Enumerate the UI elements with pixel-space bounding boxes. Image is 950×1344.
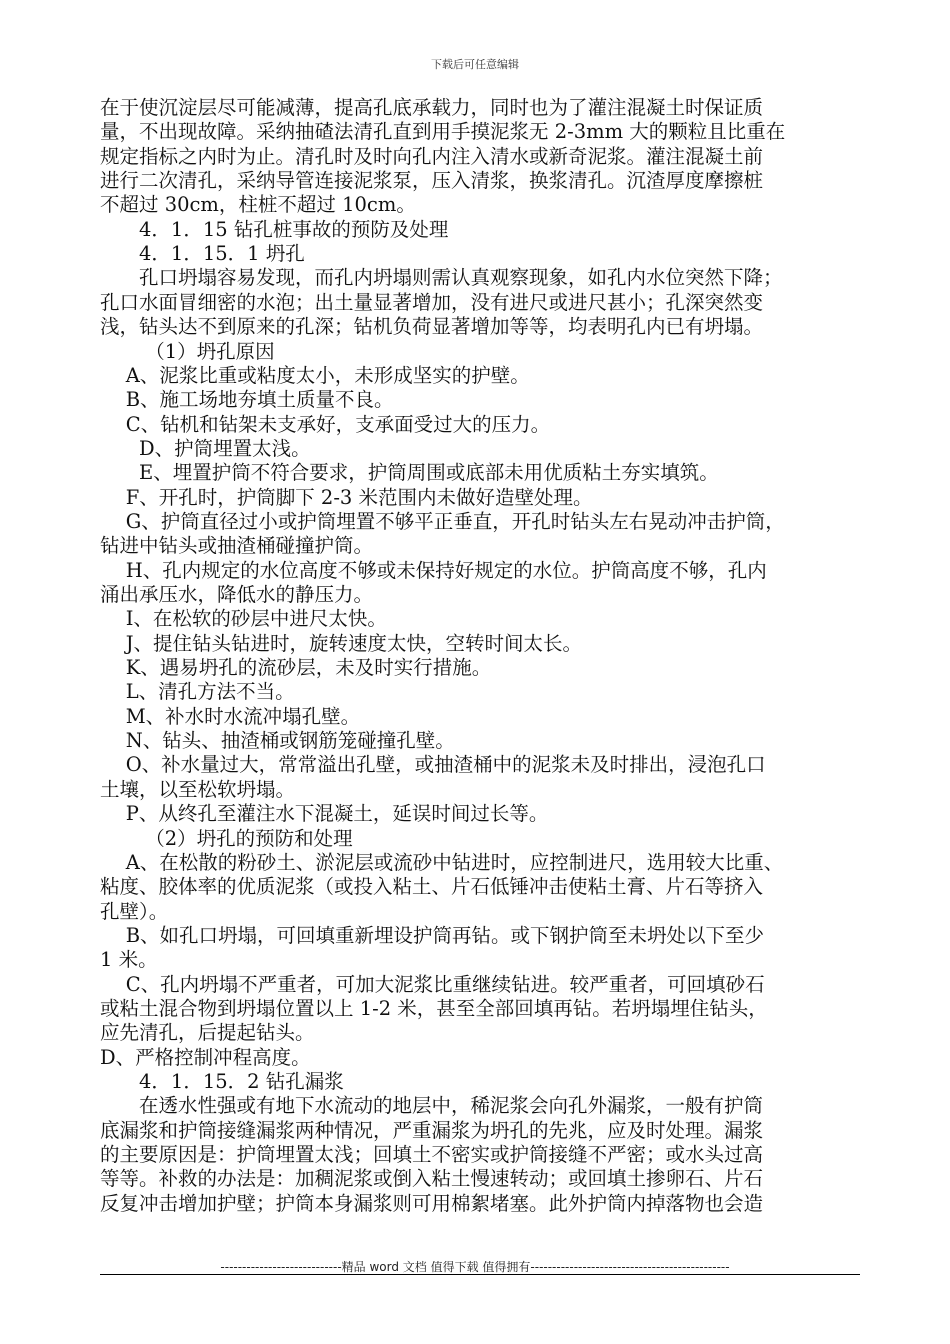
text-line: 4．1．15．1 坍孔 — [100, 242, 305, 266]
text-line: O、补水量过大，常常溢出孔壁，或抽渣桶中的泥浆未及时排出，浸泡孔口 — [100, 753, 766, 777]
text-line: 钻进中钻头或抽渣桶碰撞护筒。 — [100, 534, 374, 558]
text-line: 孔壁）。 — [100, 899, 169, 923]
text-line: 4．1．15 钻孔桩事故的预防及处理 — [100, 217, 449, 241]
text-line: 浅，钻头达不到原来的孔深；钻机负荷显著增加等等，均表明孔内已有坍塌。 — [100, 315, 764, 339]
text-line: 或粘土混合物到坍塌位置以上 1-2 米，甚至全部回填再钻。若坍塌埋住钻头， — [100, 996, 768, 1020]
text-line: 孔口坍塌容易发现，而孔内坍塌则需认真观察现象，如孔内水位突然下降； — [100, 266, 783, 290]
text-line: A、泥浆比重或粘度太小，未形成坚实的护壁。 — [100, 363, 530, 387]
text-line: 土壤，以至松软坍塌。 — [100, 777, 296, 801]
text-line: 涌出承压水，降低水的静压力。 — [100, 583, 374, 606]
text-line: 1 米。 — [100, 948, 158, 972]
text-line: （1）坍孔原因 — [100, 339, 275, 363]
text-line: H、孔内规定的水位高度不够或未保持好规定的水位。护筒高度不够，孔内 — [100, 558, 767, 582]
text-line: G、护筒直径过小或护筒埋置不够平正垂直，开孔时钻头左右晃动冲击护筒， — [100, 509, 785, 533]
text-line: 孔口水面冒细密的水泡；出土量显著增加，没有进尺或进尺甚小；孔深突然变 — [100, 290, 764, 314]
text-line: K、遇易坍孔的流砂层，未及时实行措施。 — [100, 656, 492, 680]
text-line: J、提住钻头钻进时，旋转速度太快，空转时间太长。 — [100, 631, 583, 655]
text-line: 反复冲击增加护壁；护筒本身漏浆则可用棉絮堵塞。此外护筒内掉落物也会造 — [100, 1191, 764, 1215]
text-line: B、施工场地夯填土质量不良。 — [100, 388, 394, 412]
text-line: D、护筒埋置太浅。 — [100, 436, 311, 460]
text-line: 不超过 30cm，柱桩不超过 10cm。 — [100, 193, 416, 217]
text-line: D、严格控制冲程高度。 — [100, 1045, 311, 1069]
text-line: C、孔内坍塌不严重者，可加大泥浆比重继续钻进。较严重者，可回填砂石 — [100, 972, 765, 996]
text-line: 应先清孔，后提起钻头。 — [100, 1021, 315, 1045]
text-line: 在于使沉淀层尽可能减薄，提高孔底承载力，同时也为了灌注混凝土时保证质 — [100, 96, 764, 119]
page-header: 下载后可任意编辑 — [431, 58, 519, 71]
text-line: C、钻机和钻架未支承好，支承面受过大的压力。 — [100, 412, 551, 436]
text-line: 粘度、胶体率的优质泥浆（或投入粘土、片石低锤冲击使粘土膏、片石等挤入 — [100, 875, 764, 899]
page-footer: ----------------------------精品 word 文档 值得下载 值得拥有---------------------------------------------- — [220, 1260, 730, 1274]
text-line: P、从终孔至灌注水下混凝土，延误时间过长等。 — [100, 802, 549, 826]
text-line: （2）坍孔的预防和处理 — [100, 826, 353, 850]
text-line: 底漏浆和护筒接缝漏浆两种情况，严重漏浆为坍孔的先兆，应及时处理。漏浆 — [100, 1118, 764, 1142]
text-line: L、清孔方法不当。 — [100, 680, 295, 704]
text-line: B、如孔口坍塌，可回填重新埋设护筒再钻。或下钢护筒至未坍处以下至少 — [100, 923, 765, 947]
text-line: E、埋置护筒不符合要求，护筒周围或底部未用优质粘土夯实填筑。 — [100, 461, 719, 485]
footer-divider — [100, 1274, 860, 1275]
text-line: I、在松软的砂层中进尺太快。 — [100, 607, 387, 631]
text-line: M、补水时水流冲塌孔壁。 — [100, 704, 361, 728]
text-line: 的主要原因是：护筒埋置太浅；回填土不密实或护筒接缝不严密；或水头过高 — [100, 1143, 764, 1167]
text-line: 进行二次清孔，采纳导管连接泥浆泵，压入清浆，换浆清孔。沉渣厚度摩擦桩 — [100, 169, 764, 193]
text-line: N、钻头、抽渣桶或钢筋笼碰撞孔壁。 — [100, 729, 455, 753]
text-line: 等等。补救的办法是：加稠泥浆或倒入粘土慢速转动；或回填土掺卵石、片石 — [100, 1167, 764, 1191]
text-line: 量，不出现故障。采纳抽碴法清孔直到用手摸泥浆无 2-3mm 大的颗粒且比重在 — [100, 120, 786, 144]
text-line: 4．1．15．2 钻孔漏浆 — [100, 1070, 344, 1093]
text-line: 规定指标之内时为止。清孔时及时向孔内注入清水或新奇泥浆。灌注混凝土前 — [100, 144, 764, 168]
text-line: 在透水性强或有地下水流动的地层中，稀泥浆会向孔外漏浆，一般有护筒 — [100, 1094, 764, 1118]
text-line: A、在松散的粉砂土、淤泥层或流砂中钻进时，应控制进尺，选用较大比重、 — [100, 850, 784, 874]
text-line: F、开孔时，护筒脚下 2-3 米范围内未做好造壁处理。 — [100, 485, 593, 509]
